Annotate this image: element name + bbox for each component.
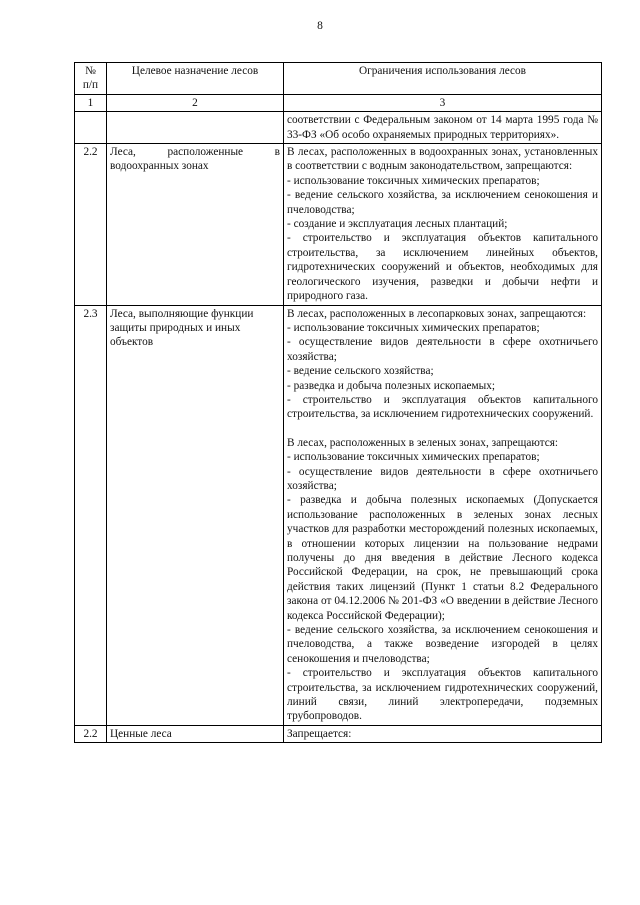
paragraph-gap [287,422,598,436]
restriction-paragraph: - создание и эксплуатация лесных плантаций; [287,218,508,231]
restriction-paragraph: - строительство и эксплуатация объектов капитального строительства, за исключением линейных объектов, гидротехнических сооружений и объектов, необходимых для геологического изучения, разведки и добычи нефти и природного газа. [287,232,598,303]
restriction-paragraph: - разведка и добыча полезных ископаемых; [287,379,495,392]
row-purpose: Леса, расположенные в водоохранных зонах [107,144,284,305]
table-header-row [75,63,602,95]
table-row [75,144,602,305]
row-purpose: Леса, выполняющие функции защиты природных и иных объектов [107,305,284,725]
column-number: 3 [284,94,602,111]
restriction-paragraph: В лесах, расположенных в зеленых зонах, запрещаются: [287,436,559,449]
restriction-paragraph: В лесах, расположенных в водоохранных зонах, установленных в соответствии с водным законодательством, запрещаются: [287,146,598,173]
row-restrictions [284,112,602,144]
restriction-paragraph: - разведка и добыча полезных ископаемых (Допускается использование расположенных в зеленых зонах лесных участков для разработки месторождений полезных ископаемых, в отношении которых лицензии на пользование недрами получены до дня введения в действие Лесного кодекса Российской Федерации, на срок, не превышающий срока действия таких лицензий (Пункт 1 статьи 8.2 Федерального закона от 04.12.2006 № 201-ФЗ «О введении в действие Лесного кодекса Российской Федерации); [287,494,598,622]
restriction-paragraph: - осуществление видов деятельности в сфере охотничьего хозяйства; [287,465,598,492]
restriction-paragraph: - ведение сельского хозяйства, за исключением сенокошения и пчеловодства; [287,189,598,216]
restriction-paragraph: - строительство и эксплуатация объектов капитального строительства, за исключением гидротехнических сооружений, линий связи, линий электропередачи, подземных трубопроводов. [287,667,598,723]
restriction-paragraph: соответствии с Федеральным законом от 14 марта 1995 года № 33-ФЗ «Об особо охраняемых природных территориях». [287,114,598,141]
restriction-paragraph: В лесах, расположенных в лесопарковых зонах, запрещаются: [287,307,587,320]
restriction-paragraph: - осуществление видов деятельности в сфере охотничьего хозяйства; [287,336,598,363]
header-restrictions: Ограничения использования лесов [284,63,602,95]
restriction-paragraph: - ведение сельского хозяйства; [287,365,434,378]
restriction-paragraph: - использование токсичных химических препаратов; [287,321,540,334]
restriction-paragraph: - ведение сельского хозяйства, за исключением сенокошения и пчеловодства, а также возведение изгородей в целях сенокошения и пчеловодства; [287,624,598,665]
restriction-paragraph: - строительство и эксплуатация объектов капитального строительства, за исключением гидротехнических сооружений. [287,393,598,421]
column-number-row [75,94,602,111]
row-number: 2.3 [75,305,107,725]
row-purpose [107,112,284,144]
table-row [75,112,602,144]
table-row [75,725,602,742]
row-number: 2.2 [75,725,107,742]
page-number: 8 [317,20,323,32]
column-number: 2 [107,94,284,111]
row-restrictions [284,144,602,305]
column-number: 1 [75,94,107,111]
restrictions-table [74,62,602,743]
header-number: № п/п [75,63,107,95]
restriction-paragraph: - использование токсичных химических препаратов; [287,451,540,464]
row-purpose: Ценные леса [107,725,284,742]
table-row [75,305,602,725]
row-number [75,112,107,144]
restriction-paragraph: Запрещается: [287,727,352,740]
row-restrictions [284,305,602,725]
header-purpose: Целевое назначение лесов [107,63,284,95]
row-number: 2.2 [75,144,107,305]
restriction-paragraph: - использование токсичных химических препаратов; [287,174,540,187]
row-restrictions [284,725,602,742]
